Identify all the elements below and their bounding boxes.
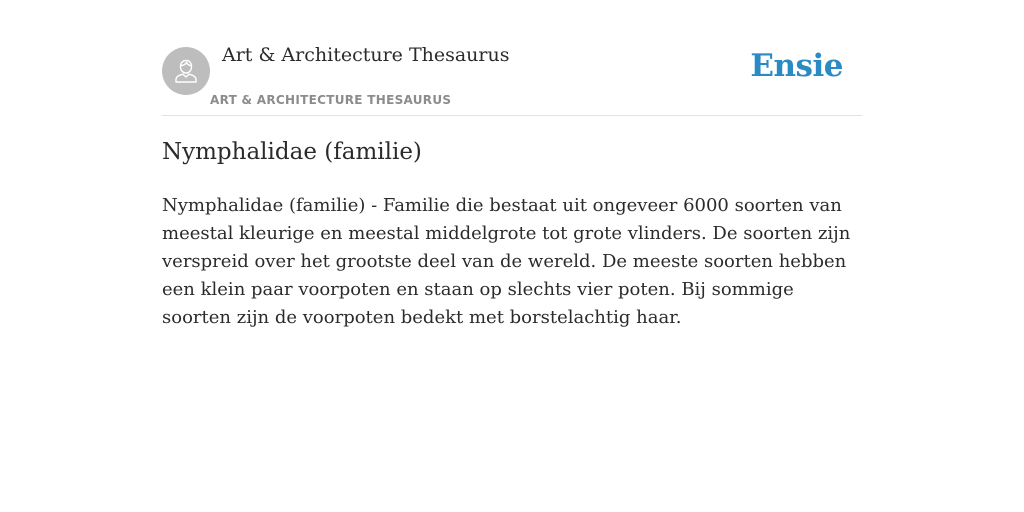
entry-header — [162, 0, 862, 116]
entry-card — [162, 0, 862, 328]
ensie-logo[interactable]: Ensie — [750, 48, 843, 84]
author-tag[interactable]: ART & ARCHITECTURE THESAURUS — [210, 93, 452, 107]
user-avatar-icon — [171, 56, 201, 86]
author-name-link[interactable]: Art & Architecture Thesaurus — [222, 44, 510, 66]
author-avatar[interactable] — [162, 47, 210, 95]
entry-title: Nymphalidae (familie) — [162, 139, 422, 165]
entry-body: Nymphalidae (familie) - Familie die bestaat uit ongeveer 6000 soorten van meestal kleurige en meestal middelgrote tot grote vlinders. De soorten zijn verspreid over het grootste deel van de wereld. De meeste soorten hebben een klein paar voorpoten en staan op slechts vier poten. Bij sommige soorten zijn de voorpoten bedekt met borstelachtig haar. — [162, 195, 851, 328]
